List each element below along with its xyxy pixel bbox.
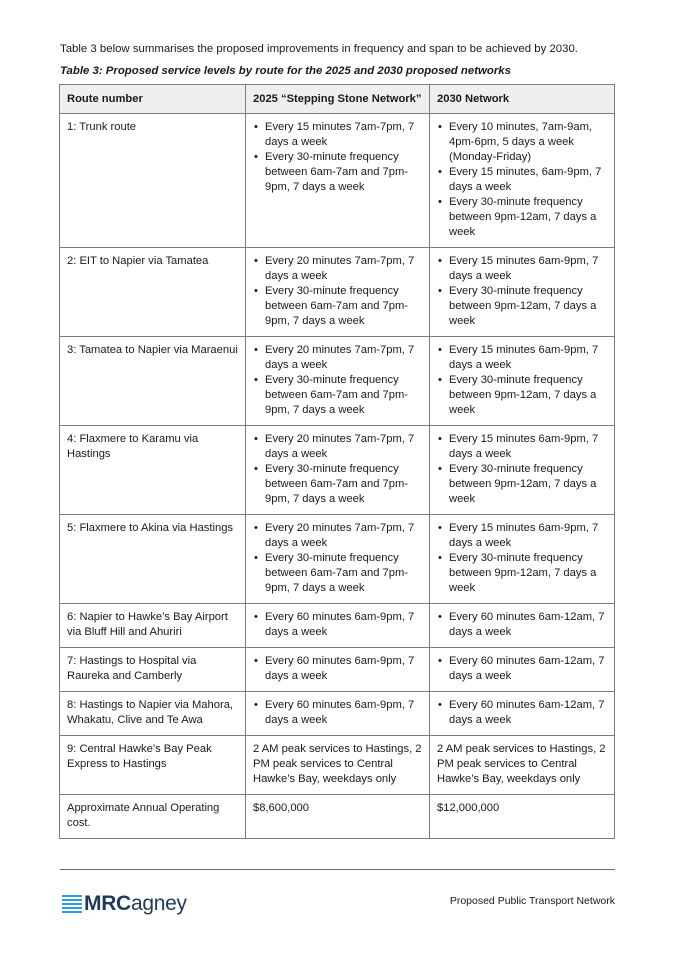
header-route-number: Route number: [60, 85, 246, 114]
service-2025-cell: [246, 114, 430, 248]
service-2030-cell: [430, 648, 615, 692]
service-bullet-item: • Every 30-minute frequency between 6am-7am and 7pm-9pm, 7 days a week: [253, 462, 423, 507]
table-row: [60, 795, 615, 839]
service-bullet-list: [437, 610, 608, 640]
service-bullet-list: [437, 343, 608, 418]
service-bullet-item: • Every 60 minutes 6am-9pm, 7 days a week: [253, 610, 423, 640]
route-cell: 4: Flaxmere to Karamu via Hastings: [60, 426, 246, 515]
service-bullet-list: [253, 521, 423, 596]
table-row: [60, 114, 615, 248]
table-row: [60, 736, 615, 795]
service-bullet-list: [253, 120, 423, 195]
service-2030-cell: 2 AM peak services to Hastings, 2 PM peak services to Central Hawke’s Bay, weekdays only: [430, 736, 615, 795]
table-row: [60, 515, 615, 604]
service-bullet-list: [253, 698, 423, 728]
service-2025-cell: $8,600,000: [246, 795, 430, 839]
service-2030-cell: [430, 337, 615, 426]
service-bullet-item: • Every 15 minutes 6am-9pm, 7 days a week: [437, 432, 608, 462]
table-row: [60, 426, 615, 515]
service-bullet-list: [253, 610, 423, 640]
service-bullet-item: • Every 15 minutes 6am-9pm, 7 days a week: [437, 521, 608, 551]
service-2025-cell: [246, 604, 430, 648]
header-2025-network: 2025 “Stepping Stone Network”: [246, 85, 430, 114]
table-caption: Table 3: Proposed service levels by route for the 2025 and 2030 proposed networks: [60, 65, 511, 77]
service-bullet-item: • Every 60 minutes 6am-12am, 7 days a week: [437, 698, 608, 728]
service-bullet-item: • Every 20 minutes 7am-7pm, 7 days a week: [253, 343, 423, 373]
service-bullet-list: [253, 654, 423, 684]
service-bullet-item: • Every 20 minutes 7am-7pm, 7 days a week: [253, 432, 423, 462]
footer-divider: [60, 869, 615, 870]
service-bullet-item: • Every 10 minutes, 7am-9am, 4pm-6pm, 5 days a week (Monday-Friday): [437, 120, 608, 165]
service-bullet-item: • Every 60 minutes 6am-9pm, 7 days a week: [253, 698, 423, 728]
service-bullet-item: • Every 15 minutes 6am-9pm, 7 days a week: [437, 254, 608, 284]
table-row: [60, 648, 615, 692]
route-cell: 6: Napier to Hawke’s Bay Airport via Bluff Hill and Ahuriri: [60, 604, 246, 648]
service-bullet-item: • Every 15 minutes 7am-7pm, 7 days a week: [253, 120, 423, 150]
service-levels-table: [59, 84, 615, 839]
service-bullet-item: • Every 30-minute frequency between 9pm-12am, 7 days a week: [437, 551, 608, 596]
service-2025-cell: [246, 692, 430, 736]
service-bullet-item: • Every 30-minute frequency between 9pm-12am, 7 days a week: [437, 195, 608, 240]
service-2025-cell: [246, 337, 430, 426]
service-bullet-item: • Every 30-minute frequency between 9pm-12am, 7 days a week: [437, 462, 608, 507]
service-bullet-item: • Every 30-minute frequency between 9pm-12am, 7 days a week: [437, 373, 608, 418]
route-cell: 9: Central Hawke’s Bay Peak Express to Hastings: [60, 736, 246, 795]
service-bullet-item: • Every 20 minutes 7am-7pm, 7 days a week: [253, 254, 423, 284]
service-2030-cell: [430, 692, 615, 736]
service-bullet-list: [253, 254, 423, 329]
logo-wordmark: [84, 893, 187, 915]
table-header-row: [60, 85, 615, 114]
service-bullet-item: • Every 15 minutes 6am-9pm, 7 days a week: [437, 343, 608, 373]
service-2025-cell: [246, 248, 430, 337]
route-cell: 2: EIT to Napier via Tamatea: [60, 248, 246, 337]
service-2030-cell: [430, 114, 615, 248]
service-bullet-item: • Every 30-minute frequency between 6am-7am and 7pm-9pm, 7 days a week: [253, 284, 423, 329]
service-bullet-list: [437, 654, 608, 684]
service-2030-cell: [430, 248, 615, 337]
intro-paragraph: Table 3 below summarises the proposed improvements in frequency and span to be achieved by 2030.: [60, 43, 578, 55]
table-body: [60, 114, 615, 839]
header-2030-network: 2030 Network: [430, 85, 615, 114]
route-cell: Approximate Annual Operating cost.: [60, 795, 246, 839]
table-row: [60, 337, 615, 426]
service-2030-cell: [430, 515, 615, 604]
service-bullet-item: • Every 60 minutes 6am-12am, 7 days a week: [437, 654, 608, 684]
service-bullet-list: [437, 432, 608, 507]
service-2030-cell: $12,000,000: [430, 795, 615, 839]
service-2030-cell: [430, 426, 615, 515]
table-row: [60, 692, 615, 736]
footer-document-title: Proposed Public Transport Network: [449, 895, 615, 907]
route-cell: 1: Trunk route: [60, 114, 246, 248]
route-cell: 7: Hastings to Hospital via Raureka and Camberly: [60, 648, 246, 692]
service-bullet-list: [437, 698, 608, 728]
route-cell: 8: Hastings to Napier via Mahora, Whakatu, Clive and Te Awa: [60, 692, 246, 736]
service-2025-cell: [246, 515, 430, 604]
service-bullet-item: • Every 60 minutes 6am-9pm, 7 days a week: [253, 654, 423, 684]
service-bullet-list: [437, 120, 608, 240]
service-2025-cell: 2 AM peak services to Hastings, 2 PM peak services to Central Hawke’s Bay, weekdays only: [246, 736, 430, 795]
table-row: [60, 248, 615, 337]
service-bullet-item: • Every 60 minutes 6am-12am, 7 days a week: [437, 610, 608, 640]
table-row: [60, 604, 615, 648]
logo-text-bold: MRC: [84, 892, 131, 915]
service-bullet-list: [437, 521, 608, 596]
route-cell: 5: Flaxmere to Akina via Hastings: [60, 515, 246, 604]
company-logo: [62, 893, 187, 915]
logo-text-light: agney: [130, 892, 187, 915]
route-cell: 3: Tamatea to Napier via Maraenui: [60, 337, 246, 426]
service-bullet-item: • Every 30-minute frequency between 6am-7am and 7pm-9pm, 7 days a week: [253, 551, 423, 596]
service-2025-cell: [246, 426, 430, 515]
service-2025-cell: [246, 648, 430, 692]
logo-mark-icon: [62, 895, 82, 913]
service-bullet-item: • Every 15 minutes, 6am-9pm, 7 days a week: [437, 165, 608, 195]
service-bullet-list: [253, 432, 423, 507]
service-bullet-item: • Every 30-minute frequency between 6am-7am and 7pm-9pm, 7 days a week: [253, 150, 423, 195]
service-bullet-item: • Every 30-minute frequency between 6am-7am and 7pm-9pm, 7 days a week: [253, 373, 423, 418]
service-bullet-item: • Every 30-minute frequency between 9pm-12am, 7 days a week: [437, 284, 608, 329]
service-bullet-list: [253, 343, 423, 418]
service-bullet-item: • Every 20 minutes 7am-7pm, 7 days a week: [253, 521, 423, 551]
service-bullet-list: [437, 254, 608, 329]
service-2030-cell: [430, 604, 615, 648]
